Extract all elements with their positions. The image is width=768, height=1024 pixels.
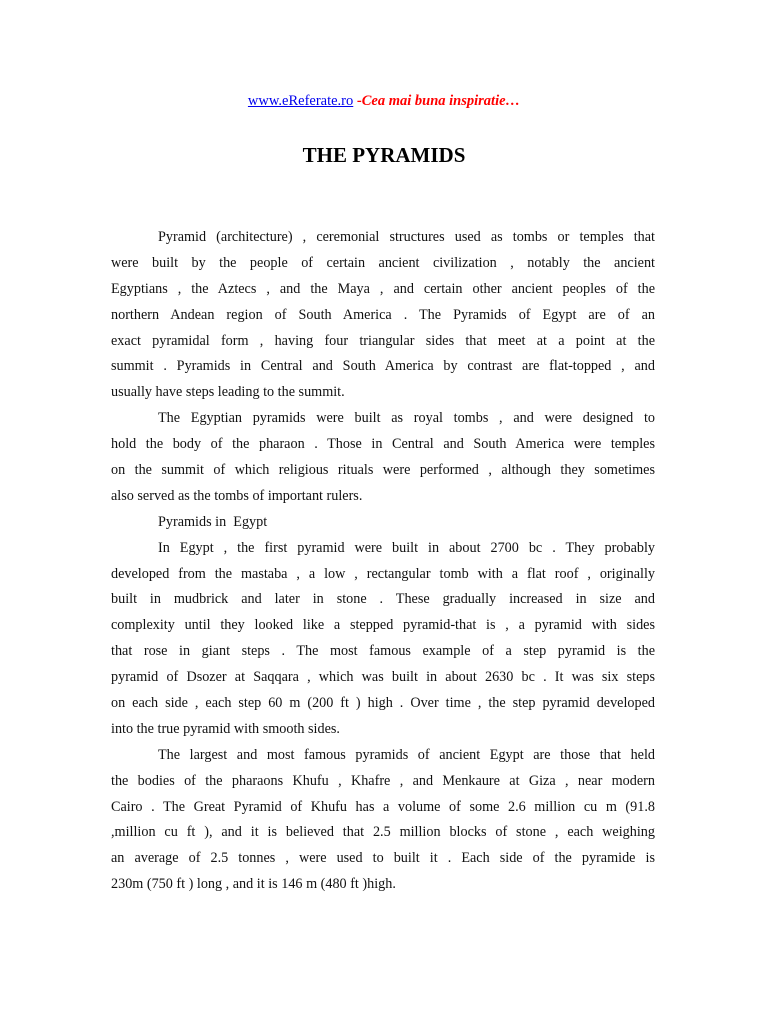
paragraph-line: Cairo . The Great Pyramid of Khufu has a volume of some 2.6 million cu m (91.8 (111, 798, 655, 815)
paragraph-line: Pyramids in Egypt (158, 513, 268, 530)
document-body (111, 225, 655, 898)
paragraph-line: built in mudbrick and later in stone . These gradually increased in size and (111, 591, 655, 608)
paragraph-line: an average of 2.5 tonnes , were used to built it . Each side of the pyramide is (111, 850, 655, 867)
paragraph-line: In Egypt , the first pyramid were built in about 2700 bc . They probably (158, 539, 655, 556)
paragraph-line: on each side , each step 60 m (200 ft ) high . Over time , the step pyramid developed (111, 695, 655, 712)
paragraph-line: The largest and most famous pyramids of ancient Egypt are those that held (158, 746, 655, 763)
paragraph-line: exact pyramidal form , having four triangular sides that meet at a point at the (111, 332, 655, 349)
paragraph (111, 743, 655, 898)
paragraph-line: were built by the people of certain ancient civilization , notably the ancient (111, 254, 655, 271)
paragraph-line: also served as the tombs of important rulers. (111, 487, 363, 504)
paragraph-line: northern Andean region of South America . The Pyramids of Egypt are of an (111, 306, 655, 323)
page-header (0, 92, 768, 110)
paragraph-line: Pyramid (architecture) , ceremonial structures used as tombs or temples that (158, 229, 655, 245)
document-title: THE PYRAMIDS (302, 143, 466, 167)
paragraph-line: on the summit of which religious rituals were performed , although they sometimes (111, 462, 655, 479)
header-tagline: Cea mai buna inspiratie… (361, 93, 521, 109)
paragraph-line: 230m (750 ft ) long , and it is 146 m (480 ft )high. (111, 876, 396, 893)
paragraph (111, 510, 655, 536)
paragraph-line: usually have steps leading to the summit. (111, 384, 345, 401)
header-separator: - (353, 93, 362, 109)
paragraph (111, 406, 655, 510)
paragraph-line: pyramid of Dsozer at Saqqara , which was built in about 2630 bc . It was six steps (111, 669, 655, 686)
site-link[interactable]: www.eReferate.ro (247, 93, 354, 109)
paragraph (111, 536, 655, 743)
paragraph-line: into the true pyramid with smooth sides. (111, 720, 340, 737)
paragraph-line: complexity until they looked like a stepped pyramid-that is , a pyramid with sides (111, 617, 655, 634)
paragraph (111, 225, 655, 406)
paragraph-line: ,million cu ft ), and it is believed that 2.5 million blocks of stone , each weighing (111, 824, 655, 841)
paragraph-line: summit . Pyramids in Central and South America by contrast are flat-topped , and (111, 358, 655, 375)
paragraph-line: Egyptians , the Aztecs , and the Maya , and certain other ancient peoples of the (111, 280, 655, 297)
paragraph-line: the bodies of the pharaons Khufu , Khafre , and Menkaure at Giza , near modern (111, 772, 655, 789)
paragraph-line: that rose in giant steps . The most famous example of a step pyramid is the (111, 643, 655, 660)
paragraph-line: developed from the mastaba , a low , rectangular tomb with a flat roof , originally (111, 565, 655, 582)
paragraph-line: The Egyptian pyramids were built as royal tombs , and were designed to (158, 410, 655, 427)
paragraph-line: hold the body of the pharaon . Those in Central and South America were temples (111, 436, 655, 453)
